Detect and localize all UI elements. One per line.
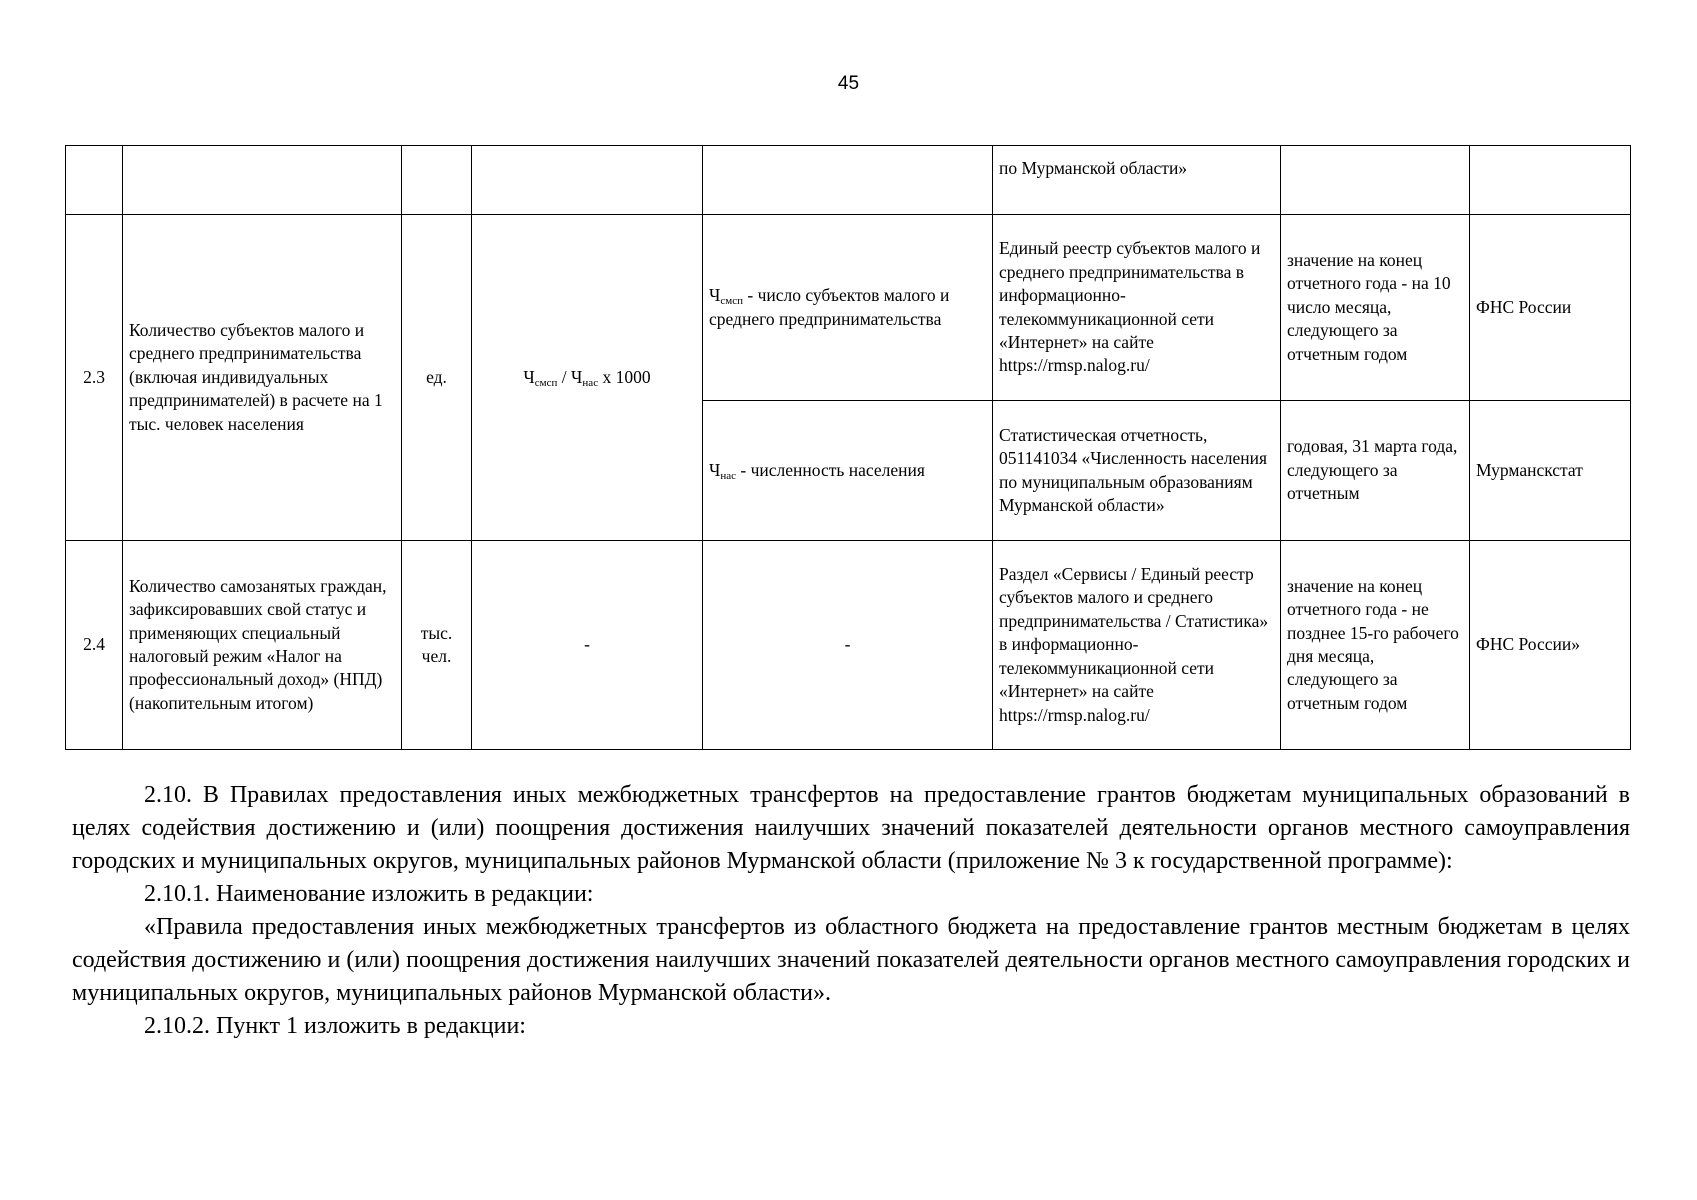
cell-source: Единый реестр субъектов малого и среднего предпринимательства в информационно-телекоммуникационной сети «Интернет» на сайте https://rmsp.nalog.ru/ bbox=[993, 215, 1281, 401]
cell-unit bbox=[402, 146, 472, 215]
indicators-table bbox=[65, 145, 1631, 750]
cell-period: значение на конец отчетного года - на 10 число месяца, следующего за отчетным годом bbox=[1281, 215, 1470, 401]
paragraph: 2.10. В Правилах предоставления иных межбюджетных трансфертов на предоставление грантов бюджетам муниципальных образований в целях содействия достижению и (или) поощрения достижения наилучших значений показателей деятельности органов местного самоуправления городских и муниципальных округов, муниципальных районов Мурманской области (приложение № 3 к государственной программе): bbox=[72, 782, 1630, 874]
cell-source: по Мурманской области» bbox=[993, 146, 1281, 215]
table-row-continued bbox=[66, 146, 1631, 215]
cell-name: Количество самозанятых граждан, зафиксировавших свой статус и применяющих специальный налоговый режим «Налог на профессиональный доход» (НПД) (накопительным итогом) bbox=[123, 541, 402, 750]
cell-responsible bbox=[1470, 146, 1631, 215]
cell-period: значение на конец отчетного года - не позднее 15-го рабочего дня месяца, следующего за отчетным годом bbox=[1281, 541, 1470, 750]
paragraph: 2.10.2. Пункт 1 изложить в редакции: bbox=[144, 1013, 526, 1039]
cell-variable-smsp: $Ч_{смсп}$ - число субъектов малого и среднего предпринимательства bbox=[703, 215, 993, 401]
cell-variable-nas: $Ч_{нас}$ - численность населения bbox=[703, 401, 993, 541]
cell-num: 2.3 bbox=[66, 215, 123, 541]
cell-responsible: ФНС России bbox=[1470, 215, 1631, 401]
cell-formula: - bbox=[472, 541, 703, 750]
cell-variables: - bbox=[703, 541, 993, 750]
cell-formula: $Ч_{смсп} / Ч_{нас}$ х 1000 bbox=[472, 215, 703, 541]
cell-unit: тыс. чел. bbox=[402, 541, 472, 750]
cell-formula bbox=[472, 146, 703, 215]
cell-num bbox=[66, 146, 123, 215]
cell-source: Статистическая отчетность, 051141034 «Численность населения по муниципальным образованиям Мурманской области» bbox=[993, 401, 1281, 541]
body-text bbox=[72, 779, 1630, 1043]
cell-num: 2.4 bbox=[66, 541, 123, 750]
table-row-2-4 bbox=[66, 541, 1631, 750]
cell-variables bbox=[703, 146, 993, 215]
cell-period bbox=[1281, 146, 1470, 215]
cell-name: Количество субъектов малого и среднего предпринимательства (включая индивидуальных предпринимателей) в расчете на 1 тыс. человек населения bbox=[123, 215, 402, 541]
cell-responsible: Мурманскстат bbox=[1470, 401, 1631, 541]
page-number: 45 bbox=[837, 73, 860, 94]
cell-source: Раздел «Сервисы / Единый реестр субъектов малого и среднего предпринимательства / Статистика» в информационно-телекоммуникационной сети «Интернет» на сайте https://rmsp.nalog.ru/ bbox=[993, 541, 1281, 750]
cell-unit: ед. bbox=[402, 215, 472, 541]
cell-name bbox=[123, 146, 402, 215]
paragraph: 2.10.1. Наименование изложить в редакции: bbox=[144, 881, 594, 907]
cell-period: годовая, 31 марта года, следующего за отчетным bbox=[1281, 401, 1470, 541]
table-row-2-3-a bbox=[66, 215, 1631, 401]
paragraph: «Правила предоставления иных межбюджетных трансфертов из областного бюджета на предоставление грантов местным бюджетам в целях содействия достижению и (или) поощрения достижения наилучших значений показателей деятельности органов местного самоуправления городских и муниципальных округов, муниципальных районов Мурманской области». bbox=[72, 914, 1630, 1006]
cell-responsible: ФНС России» bbox=[1470, 541, 1631, 750]
